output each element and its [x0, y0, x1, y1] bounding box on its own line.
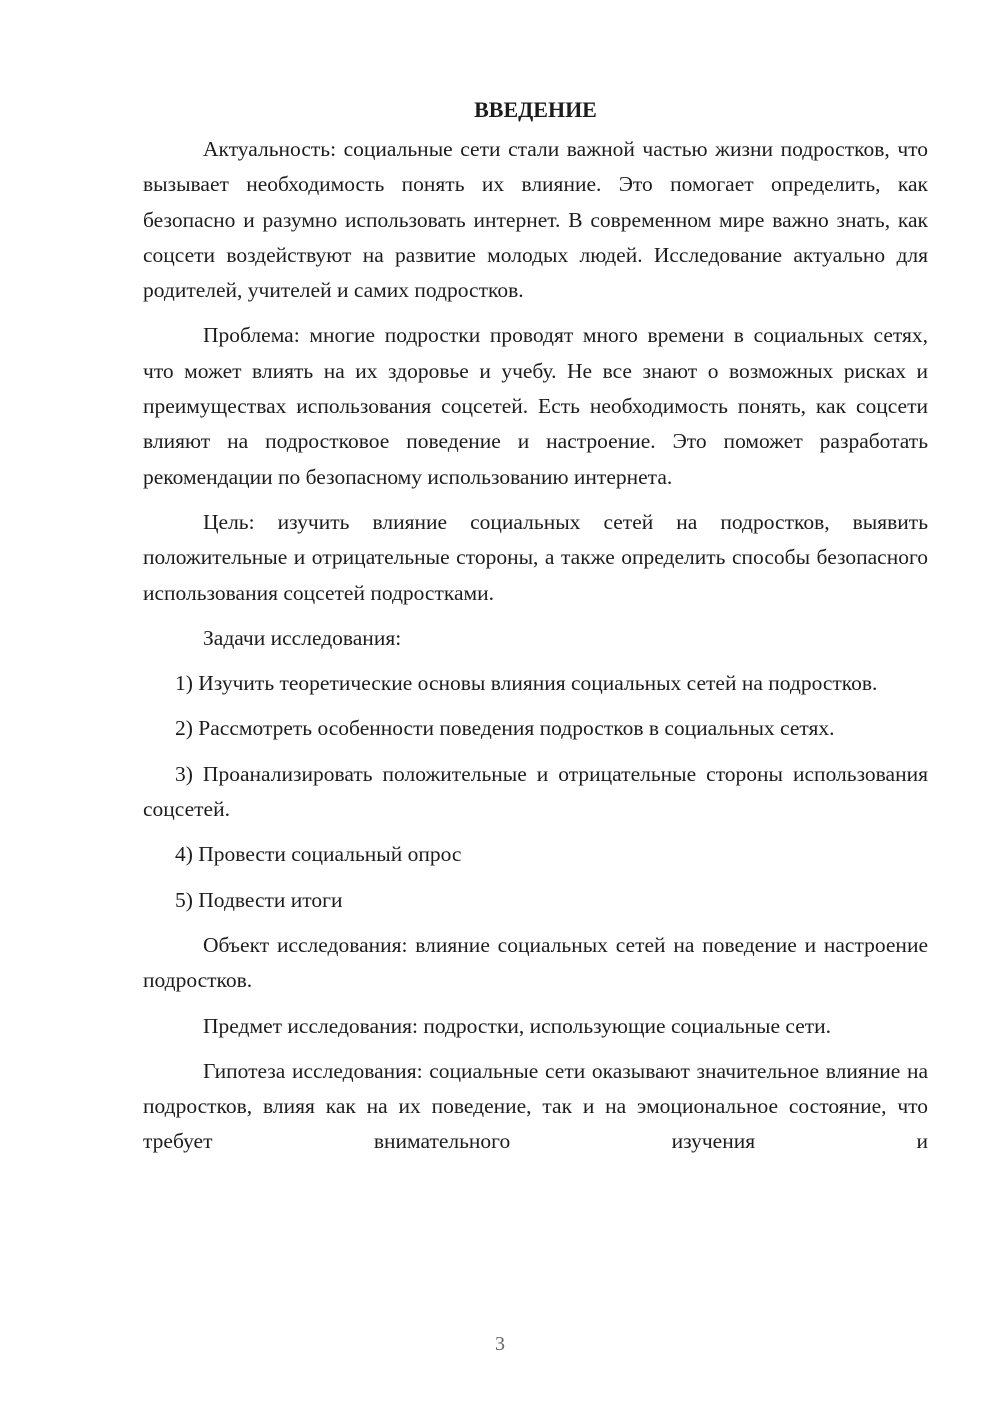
paragraph-object: Объект исследования: влияние социальных сетей на поведение и настроение подростков. [143, 932, 928, 993]
task-item-3: 3) Проанализировать положительные и отрицательные стороны использования соцсетей. [143, 761, 928, 822]
page-number: 3 [495, 1333, 505, 1355]
task-item-2: 2) Рассмотреть особенности поведения подростков в социальных сетях. [175, 716, 835, 741]
tasks-heading: Задачи исследования: [203, 625, 402, 650]
task-item-5: 5) Подвести итоги [175, 887, 343, 912]
task-item-1: 1) Изучить теоретические основы влияния социальных сетей на подростков. [175, 671, 878, 696]
task-item-4: 4) Провести социальный опрос [175, 842, 462, 867]
paragraph-goal: Цель: изучить влияние социальных сетей на подростков, выявить положительные и отрицательные стороны, а также определить способы безопасного использования соцсетей подростками. [143, 509, 928, 605]
paragraph-hypothesis: Гипотеза исследования: социальные сети оказывают значительное влияние на подростков, влияя как на их поведение, так и на эмоциональное состояние, что требует внимательного изучения и [143, 1058, 928, 1154]
page-title: ВВЕДЕНИЕ [474, 97, 597, 122]
document-page [143, 92, 928, 1170]
paragraph-subject: Предмет исследования: подростки, использующие социальные сети. [203, 1013, 832, 1038]
paragraph-problem: Проблема: многие подростки проводят много времени в социальных сетях, что может влиять на их здоровье и учебу. Не все знают о возможных рисках и преимуществах использования соцсетей. Есть необходимость понять, как соцсети влияют на подростковое поведение и настроение. Это поможет разработать рекомендации по безопасному использованию интернета. [143, 323, 928, 489]
paragraph-relevance: Актуальность: социальные сети стали важной частью жизни подростков, что вызывает необходимость понять их влияние. Это помогает определить, как безопасно и разумно использовать интернет. В современном мире важно знать, как соцсети воздействуют на развитие молодых людей. Исследование актуально для родителей, учителей и самих подростков. [143, 137, 928, 303]
